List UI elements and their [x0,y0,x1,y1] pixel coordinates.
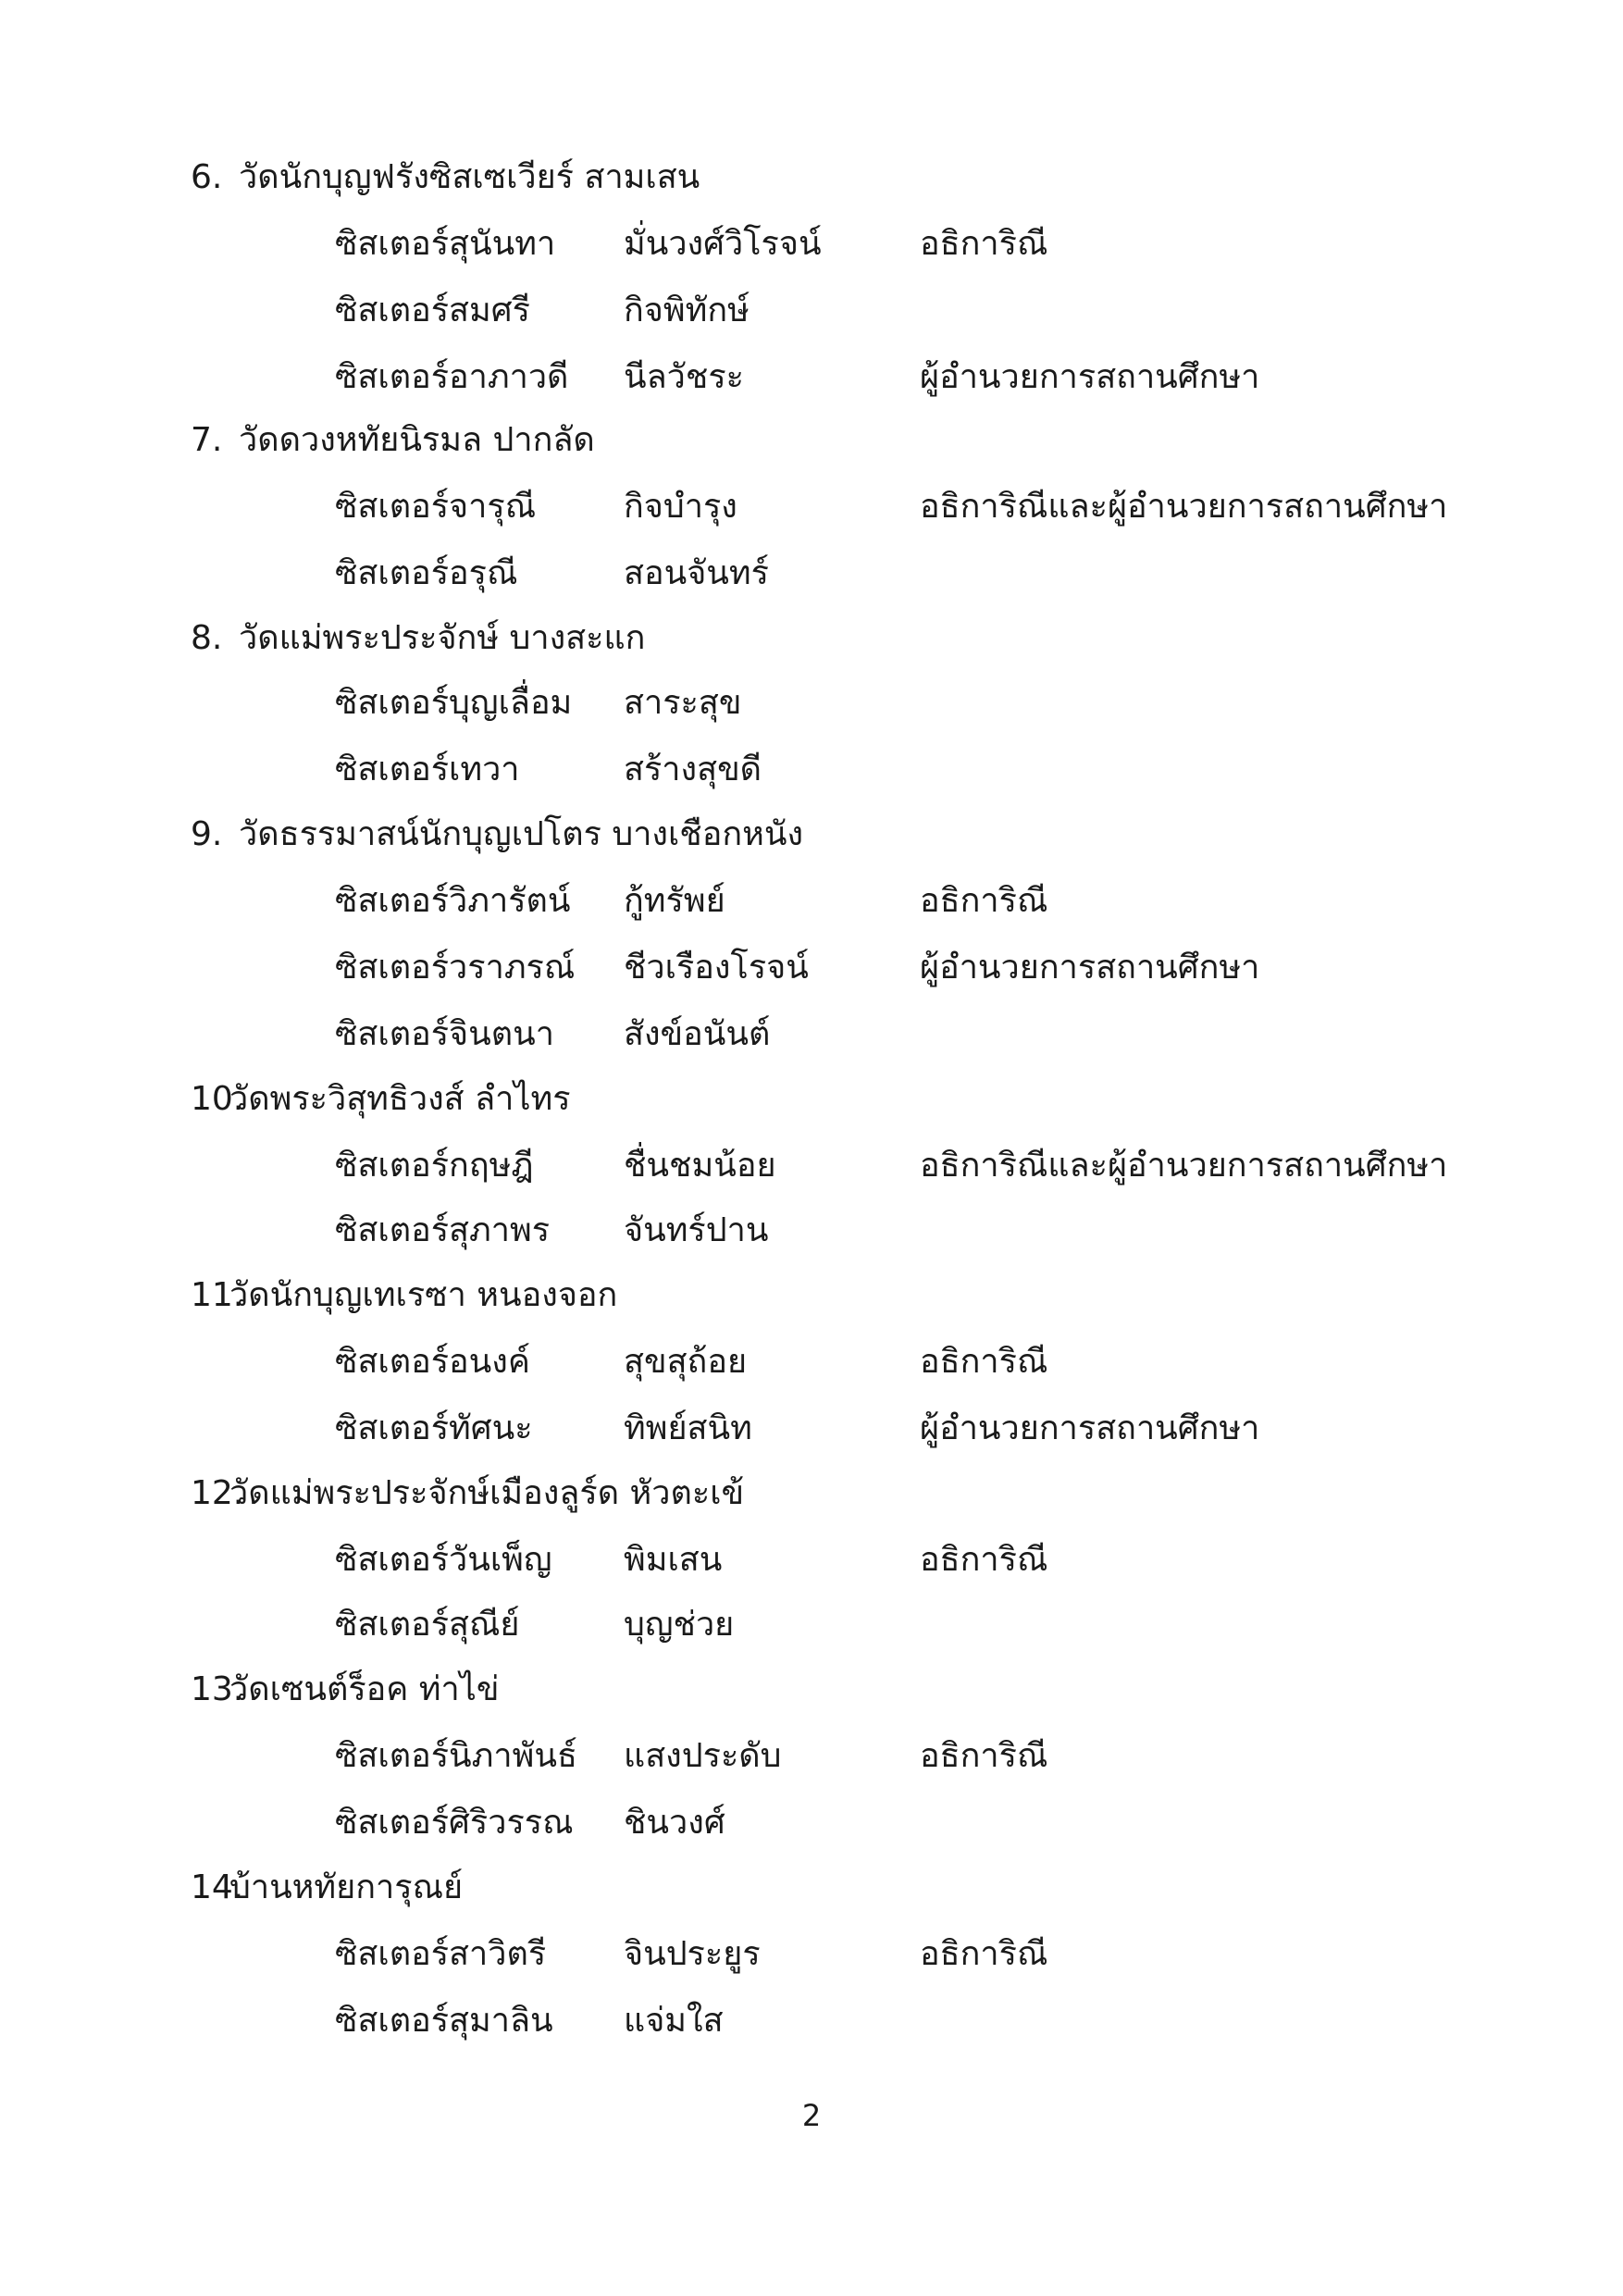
member-first-name: ซิสเตอร์อาภาวดี [335,358,569,396]
section-number: 9. [191,815,223,853]
member-first-name: ซิสเตอร์ทัศนะ [335,1409,533,1447]
member-first-name: ซิสเตอร์สุมาลิน [335,2002,553,2040]
member-first-name: ซิสเตอร์สุภาพร [335,1211,551,1249]
member-first-name: ซิสเตอร์เทวา [335,751,520,788]
member-last-name: สร้างสุขดี [624,751,762,788]
member-first-name: ซิสเตอร์จินตนา [335,1015,554,1053]
section-title: บ้านหทัยการุณย์ [229,1868,464,1906]
section-title: วัดเซนต์ร็อค ท่าไข่ [229,1670,500,1708]
member-first-name: ซิสเตอร์วราภรณ์ [335,949,576,987]
section-number: 7. [191,421,223,459]
member-row [0,1329,1623,1396]
member-role: อธิการิณี [920,1343,1048,1381]
section-number: 6. [191,158,223,196]
member-last-name: แจ่มใส [624,2002,724,2040]
member-first-name: ซิสเตอร์บุญเลื่อม [335,684,573,722]
member-first-name: ซิสเตอร์อนงค์ [335,1343,530,1381]
section-heading [0,144,1623,211]
member-last-name: แสงประดับ [624,1737,782,1775]
member-row [0,1396,1623,1462]
member-last-name: พิมเสน [624,1541,723,1579]
member-first-name: ซิสเตอร์สุนันทา [335,225,556,263]
member-last-name: บุญช่วย [624,1606,735,1644]
member-last-name: สาระสุข [624,684,742,722]
member-role: ผู้อำนวยการสถานศึกษา [920,358,1260,396]
member-role: อธิการิณีและผู้อำนวยการสถานศึกษา [920,1147,1448,1185]
member-first-name: ซิสเตอร์อรุณี [335,554,518,592]
member-last-name: จินประยูร [624,1935,761,1973]
member-role: ผู้อำนวยการสถานศึกษา [920,1409,1260,1447]
member-row [0,935,1623,1001]
member-row [0,344,1623,411]
section-title: วัดนักบุญฟรังซิสเซเวียร์ สามเสน [239,158,700,196]
member-first-name: ซิสเตอร์นิภาพันธ์ [335,1737,577,1775]
section-title: วัดธรรมาสน์นักบุญเปโตร บางเชือกหนัง [239,815,804,853]
member-row [0,670,1623,737]
section-title: วัดดวงหทัยนิรมล ปากลัด [239,421,595,459]
section-number: 8. [191,619,223,657]
member-row [0,1592,1623,1658]
member-last-name: สุขสุถ้อย [624,1343,748,1381]
member-last-name: ชีวเรืองโรจน์ [624,949,809,987]
section-heading [0,605,1623,672]
section-number: 11. [191,1276,244,1314]
member-first-name: ซิสเตอร์ศิริวรรณ [335,1804,574,1842]
member-last-name: นีลวัชระ [624,358,744,396]
member-row [0,1988,1623,2054]
member-role: ผู้อำนวยการสถานศึกษา [920,949,1260,987]
section-heading [0,1460,1623,1527]
member-row [0,1133,1623,1199]
member-first-name: ซิสเตอร์วันเพ็ญ [335,1541,552,1579]
member-row [0,1198,1623,1264]
member-role: อธิการิณี [920,225,1048,263]
section-title: วัดแม่พระประจักษ์ บางสะแก [239,619,646,657]
member-last-name: ชื่นชมน้อย [624,1147,776,1185]
member-last-name: มั่นวงศ์วิโรจน์ [624,225,822,263]
page-number: 2 [801,2098,822,2133]
member-role: อธิการิณีและผู้อำนวยการสถานศึกษา [920,488,1448,526]
member-last-name: ทิพย์สนิท [624,1409,752,1447]
member-last-name: กู้ทรัพย์ [624,882,725,920]
member-row [0,474,1623,540]
member-row [0,737,1623,803]
member-row [0,278,1623,344]
member-last-name: ชินวงศ์ [624,1804,725,1842]
section-heading [0,1066,1623,1133]
member-last-name: กิจบำรุง [624,488,737,526]
member-role: อธิการิณี [920,1541,1048,1579]
section-number: 12. [191,1474,244,1512]
section-title: วัดพระวิสุทธิวงส์ ลำไทร [229,1080,571,1118]
member-last-name: จันทร์ปาน [624,1211,769,1249]
member-role: อธิการิณี [920,1935,1048,1973]
member-first-name: ซิสเตอร์สาวิตรี [335,1935,547,1973]
member-row [0,868,1623,935]
member-row [0,1921,1623,1988]
section-heading [0,407,1623,474]
section-heading [0,1855,1623,1921]
member-first-name: ซิสเตอร์จารุณี [335,488,537,526]
member-last-name: สังข์อนันต์ [624,1015,771,1053]
member-row [0,1527,1623,1594]
section-number: 10. [191,1080,244,1118]
member-role: อธิการิณี [920,882,1048,920]
member-first-name: ซิสเตอร์สมศรี [335,292,530,329]
member-last-name: สอนจันทร์ [624,554,769,592]
section-heading [0,1657,1623,1723]
section-title: วัดแม่พระประจักษ์เมืองลูร์ด หัวตะเข้ [229,1474,745,1512]
member-row [0,211,1623,278]
member-role: อธิการิณี [920,1737,1048,1775]
section-heading [0,801,1623,868]
member-row [0,1723,1623,1790]
member-last-name: กิจพิทักษ์ [624,292,750,329]
member-first-name: ซิสเตอร์วิภารัตน์ [335,882,571,920]
section-number: 13. [191,1670,244,1708]
member-row [0,1790,1623,1856]
member-row [0,1001,1623,1068]
section-title: วัดนักบุญเทเรซา หนองจอก [229,1276,618,1314]
section-heading [0,1262,1623,1329]
member-first-name: ซิสเตอร์กฤษฎี [335,1147,534,1185]
member-first-name: ซิสเตอร์สุณีย์ [335,1606,520,1644]
member-row [0,540,1623,607]
section-number: 14. [191,1868,244,1906]
